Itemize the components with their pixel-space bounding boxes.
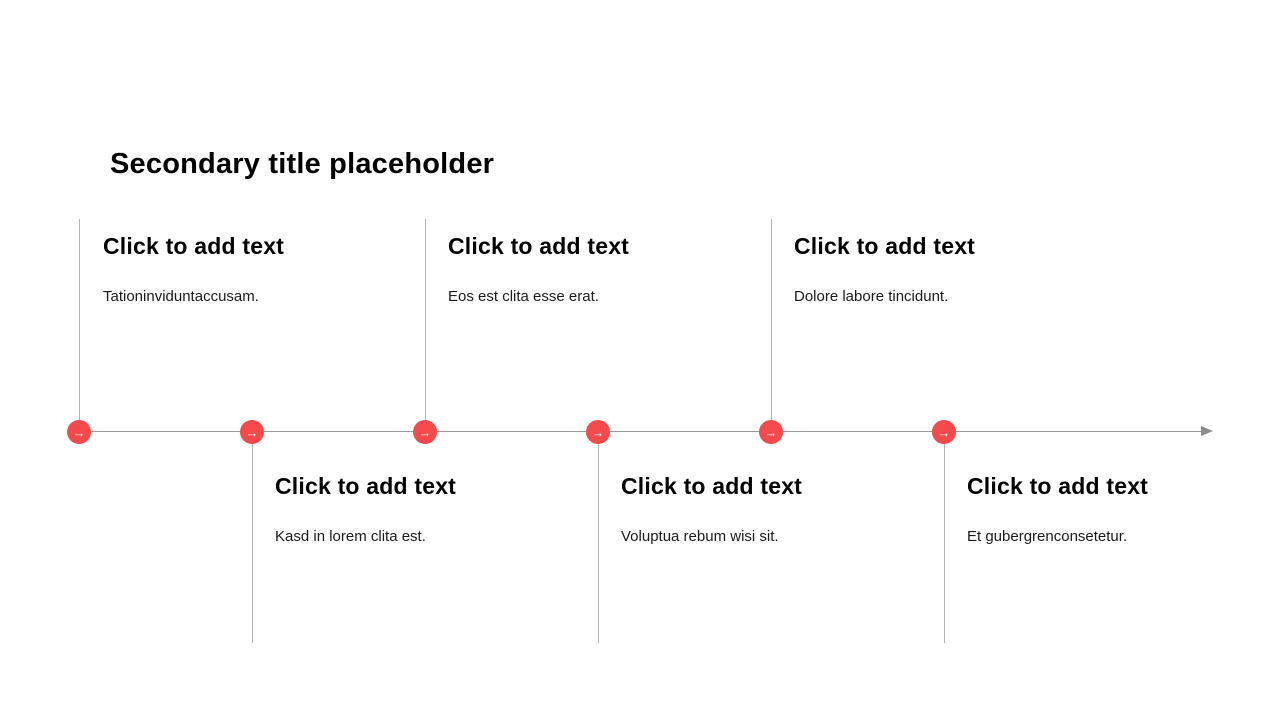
arrow-right-icon: → bbox=[591, 424, 605, 440]
connector-line bbox=[771, 219, 772, 432]
connector-line bbox=[944, 432, 945, 643]
arrow-right-icon: → bbox=[72, 424, 86, 440]
arrow-right-icon: → bbox=[245, 424, 259, 440]
milestone-marker bbox=[932, 420, 956, 444]
timeline-item-6 bbox=[967, 473, 1280, 545]
item-heading-placeholder[interactable]: Click to add text bbox=[103, 233, 285, 259]
milestone-marker bbox=[759, 420, 783, 444]
timeline-arrowhead-icon bbox=[1201, 426, 1213, 436]
connector-line bbox=[425, 219, 426, 432]
item-body-text[interactable]: Et gubergrenconsetetur. bbox=[967, 528, 1128, 545]
timeline-item-4 bbox=[621, 473, 936, 545]
milestone-marker bbox=[67, 420, 91, 444]
item-body-text[interactable]: Voluptua rebum wisi sit. bbox=[621, 528, 779, 545]
arrow-right-icon: → bbox=[937, 424, 951, 440]
item-heading-placeholder[interactable]: Click to add text bbox=[275, 473, 457, 499]
item-body-text[interactable]: Kasd in lorem clita est. bbox=[275, 528, 426, 545]
item-heading-placeholder[interactable]: Click to add text bbox=[967, 473, 1149, 499]
connector-line bbox=[252, 432, 253, 643]
item-heading-placeholder[interactable]: Click to add text bbox=[794, 233, 976, 259]
item-body-text[interactable]: Eos est clita esse erat. bbox=[448, 288, 599, 305]
connector-line bbox=[598, 432, 599, 643]
item-heading-placeholder[interactable]: Click to add text bbox=[448, 233, 630, 259]
timeline-item-3 bbox=[448, 233, 763, 305]
item-body-text[interactable]: Dolore labore tincidunt. bbox=[794, 288, 949, 305]
arrow-right-icon: → bbox=[418, 424, 432, 440]
item-body-text[interactable]: Tationinviduntaccusam. bbox=[103, 288, 259, 305]
slide-title-placeholder[interactable]: Secondary title placeholder bbox=[110, 148, 495, 181]
item-heading-placeholder[interactable]: Click to add text bbox=[621, 473, 803, 499]
connector-line bbox=[79, 219, 80, 432]
milestone-marker bbox=[586, 420, 610, 444]
arrow-right-icon: → bbox=[764, 424, 778, 440]
timeline-item-5 bbox=[794, 233, 1109, 305]
timeline-item-2 bbox=[275, 473, 590, 545]
timeline-item-1 bbox=[103, 233, 418, 305]
milestone-marker bbox=[413, 420, 437, 444]
milestone-marker bbox=[240, 420, 264, 444]
